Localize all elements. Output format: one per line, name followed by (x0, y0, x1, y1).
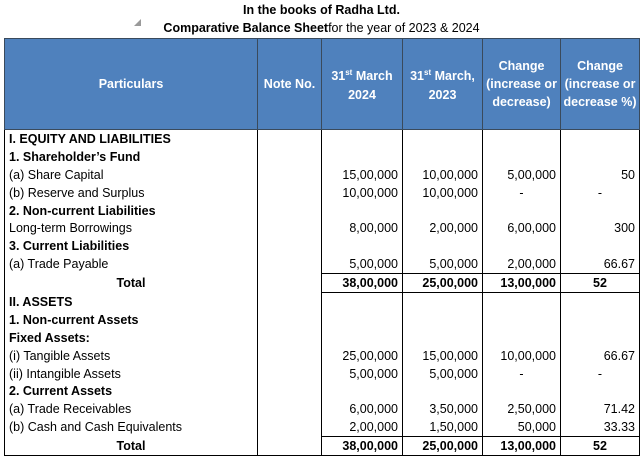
note-cell (258, 382, 322, 400)
value-2023-cell (403, 202, 483, 220)
value-2023-cell (403, 293, 483, 311)
change-percent-cell: - (561, 365, 640, 383)
value-2024-cell: 25,00,000 (322, 347, 403, 365)
value-2024-cell (322, 148, 403, 166)
value-2024-cell (322, 130, 403, 148)
table-row (5, 184, 640, 202)
document-subtitle (0, 21, 643, 35)
table-row (5, 400, 640, 418)
header-row (5, 39, 640, 130)
table-row (5, 202, 640, 220)
change-cell: - (483, 184, 561, 202)
change-percent-cell (561, 329, 640, 347)
change-cell (483, 202, 561, 220)
value-2023-cell: 1,50,000 (403, 418, 483, 436)
particulars-cell: (a) Share Capital (5, 166, 258, 184)
change-cell (483, 382, 561, 400)
change-cell: 2,00,000 (483, 255, 561, 273)
particulars-cell: 2. Non-current Liabilities (5, 202, 258, 220)
change-percent-cell: 66.67 (561, 255, 640, 273)
table-row (5, 148, 640, 166)
particulars-cell: Total (5, 274, 258, 293)
particulars-cell: 1. Non-current Assets (5, 311, 258, 329)
note-cell (258, 130, 322, 148)
change-cell: 6,00,000 (483, 219, 561, 237)
note-cell (258, 148, 322, 166)
table-row (5, 219, 640, 237)
value-2023-cell (403, 382, 483, 400)
change-cell: 10,00,000 (483, 347, 561, 365)
table-row (5, 365, 640, 383)
value-2024-cell: 2,00,000 (322, 418, 403, 436)
note-cell (258, 347, 322, 365)
change-cell (483, 148, 561, 166)
value-2024-cell (322, 311, 403, 329)
particulars-cell: (a) Trade Receivables (5, 400, 258, 418)
particulars-cell: I. EQUITY AND LIABILITIES (5, 130, 258, 148)
particulars-cell: II. ASSETS (5, 293, 258, 311)
total-row (5, 274, 640, 293)
change-cell: 13,00,000 (483, 437, 561, 456)
note-cell (258, 237, 322, 255)
change-percent-cell (561, 130, 640, 148)
particulars-cell: (b) Cash and Cash Equivalents (5, 418, 258, 436)
table-row (5, 166, 640, 184)
subtitle-rest: for the year of 2023 & 2024 (328, 21, 480, 35)
value-2023-cell: 10,00,000 (403, 184, 483, 202)
change-percent-cell: 300 (561, 219, 640, 237)
header-change: Change (increase or decrease) (483, 39, 561, 130)
particulars-cell: (i) Tangible Assets (5, 347, 258, 365)
value-2023-cell: 15,00,000 (403, 347, 483, 365)
change-percent-cell: 50 (561, 166, 640, 184)
value-2024-cell: 5,00,000 (322, 255, 403, 273)
change-percent-cell: - (561, 184, 640, 202)
value-2024-cell: 38,00,000 (322, 274, 403, 293)
change-percent-cell (561, 293, 640, 311)
balance-sheet-table (4, 38, 640, 456)
change-percent-cell (561, 311, 640, 329)
value-2024-cell (322, 329, 403, 347)
value-2023-cell: 10,00,000 (403, 166, 483, 184)
change-percent-cell: 52 (561, 274, 640, 293)
subtitle-bold: Comparative Balance Sheet (163, 21, 329, 35)
value-2023-cell: 5,00,000 (403, 365, 483, 383)
table-row (5, 237, 640, 255)
particulars-cell: 3. Current Liabilities (5, 237, 258, 255)
change-percent-cell (561, 148, 640, 166)
table-row (5, 329, 640, 347)
table-row (5, 382, 640, 400)
value-2024-cell: 5,00,000 (322, 365, 403, 383)
change-cell (483, 237, 561, 255)
table-row (5, 418, 640, 436)
value-2023-cell (403, 237, 483, 255)
change-cell: 5,00,000 (483, 166, 561, 184)
value-2024-cell: 15,00,000 (322, 166, 403, 184)
note-cell (258, 437, 322, 456)
change-percent-cell (561, 382, 640, 400)
value-2023-cell (403, 130, 483, 148)
change-cell: - (483, 365, 561, 383)
particulars-cell: Total (5, 437, 258, 456)
header-particulars: Particulars (5, 39, 258, 130)
change-percent-cell: 52 (561, 437, 640, 456)
change-cell: 13,00,000 (483, 274, 561, 293)
change-cell: 50,000 (483, 418, 561, 436)
particulars-cell: 1. Shareholder’s Fund (5, 148, 258, 166)
value-2023-cell: 3,50,000 (403, 400, 483, 418)
note-cell (258, 274, 322, 293)
total-row (5, 437, 640, 456)
change-cell (483, 130, 561, 148)
table-row (5, 293, 640, 311)
value-2024-cell (322, 237, 403, 255)
document-title: In the books of Radha Ltd. (243, 3, 400, 17)
particulars-cell: (a) Trade Payable (5, 255, 258, 273)
note-cell (258, 166, 322, 184)
particulars-cell: Fixed Assets: (5, 329, 258, 347)
change-cell: 2,50,000 (483, 400, 561, 418)
table-row (5, 130, 640, 148)
note-cell (258, 293, 322, 311)
value-2024-cell (322, 293, 403, 311)
value-2024-cell: 38,00,000 (322, 437, 403, 456)
change-percent-cell (561, 237, 640, 255)
change-percent-cell: 71.42 (561, 400, 640, 418)
note-cell (258, 329, 322, 347)
header-change-percent: Change (increase or decrease %) (561, 39, 640, 130)
particulars-cell: Long-term Borrowings (5, 219, 258, 237)
value-2024-cell (322, 202, 403, 220)
particulars-cell: (ii) Intangible Assets (5, 365, 258, 383)
value-2024-cell: 8,00,000 (322, 219, 403, 237)
value-2023-cell: 25,00,000 (403, 274, 483, 293)
note-cell (258, 255, 322, 273)
value-2023-cell (403, 148, 483, 166)
value-2024-cell (322, 382, 403, 400)
particulars-cell: 2. Current Assets (5, 382, 258, 400)
value-2023-cell: 2,00,000 (403, 219, 483, 237)
value-2023-cell: 25,00,000 (403, 437, 483, 456)
value-2023-cell (403, 329, 483, 347)
table-row (5, 255, 640, 273)
change-cell (483, 329, 561, 347)
note-cell (258, 365, 322, 383)
value-2023-cell: 5,00,000 (403, 255, 483, 273)
note-cell (258, 202, 322, 220)
note-cell (258, 219, 322, 237)
note-cell (258, 400, 322, 418)
table-row (5, 347, 640, 365)
header-2023: 31st March, 2023 (403, 39, 483, 130)
change-cell (483, 293, 561, 311)
value-2024-cell: 6,00,000 (322, 400, 403, 418)
header-note-no: Note No. (258, 39, 322, 130)
change-percent-cell (561, 202, 640, 220)
header-2024: 31st March 2024 (322, 39, 403, 130)
change-percent-cell: 33.33 (561, 418, 640, 436)
note-cell (258, 418, 322, 436)
note-cell (258, 184, 322, 202)
particulars-cell: (b) Reserve and Surplus (5, 184, 258, 202)
table-row (5, 311, 640, 329)
change-percent-cell: 66.67 (561, 347, 640, 365)
value-2024-cell: 10,00,000 (322, 184, 403, 202)
value-2023-cell (403, 311, 483, 329)
note-cell (258, 311, 322, 329)
change-cell (483, 311, 561, 329)
